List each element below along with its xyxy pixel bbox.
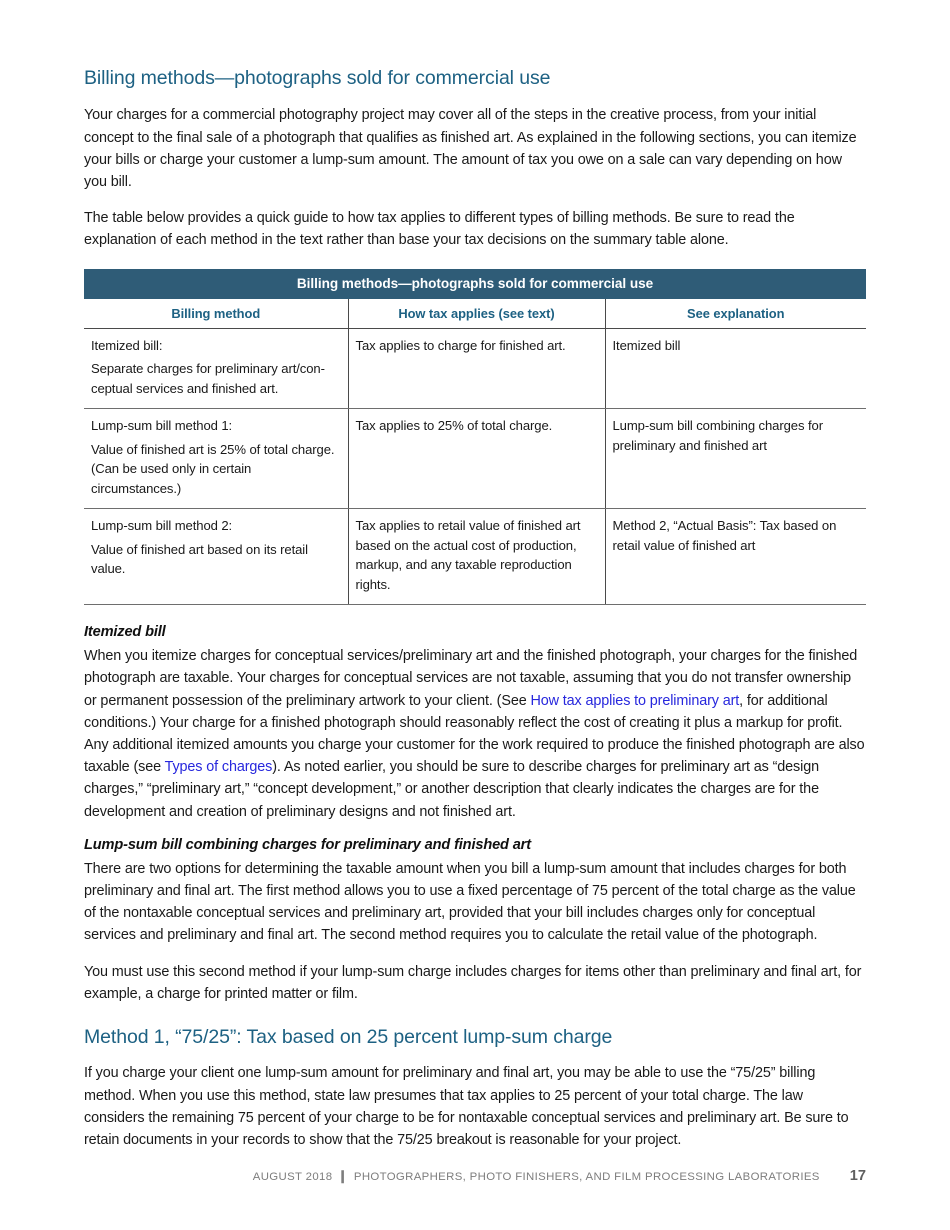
lump-sum-paragraph-2: You must use this second method if your lump-sum charge includes charges for items other than preliminary and final art, for example, a charge for printed matter or film. (84, 963, 862, 1002)
page-number: 17 (849, 1168, 866, 1184)
footer-date: AUGUST 2018 (252, 1171, 333, 1183)
method-detail: Separate charges for preliminary art/con-ceptual services and finished art. (91, 361, 325, 396)
link-how-tax-applies-to-preliminary-art[interactable]: How tax applies to preliminary art (530, 692, 740, 709)
billing-methods-table (84, 269, 866, 606)
table-row (84, 409, 866, 509)
cell-billing-method (84, 328, 348, 409)
method-title: Lump-sum bill method 2: (91, 518, 233, 534)
table-title: Billing methods—photographs sold for commercial use (84, 269, 866, 299)
method-detail: Value of finished art based on its retail value. (91, 541, 308, 577)
link-types-of-charges[interactable]: Types of charges (164, 759, 273, 776)
table-column-header-row (84, 299, 866, 329)
paragraph-text-part-1: When you itemize charges for conceptual services/preliminary art and the finished photograph, your charges for the finished photograph are taxable. Your charges for conceptual services are not taxable, assuming that you do not transfer ownership or permanent possession of the preliminary artwork to your client. (See (84, 648, 858, 709)
table-row (84, 328, 866, 409)
paragraph-text-part-3: ). As noted earlier, you should be sure to describe charges for preliminary art as “design charges,” “preliminary art,” “concept development,” or another description that clearly indicates the charges are for the development and creation of preliminary designs and not finished art. (84, 759, 819, 820)
cell-how-tax-applies: Tax applies to 25% of total charge. (348, 409, 605, 509)
cell-how-tax-applies: Tax applies to retail value of finished art based on the actual cost of production, markup, and any taxable reproduction rights. (348, 509, 605, 605)
method-detail: Value of finished art is 25% of total charge. (Can be used only in certain circumstances.) (91, 441, 335, 496)
table-row (84, 509, 866, 605)
cell-see-explanation: Method 2, “Actual Basis”: Tax based on retail value of finished art (605, 509, 866, 605)
column-header-see-explanation: See explanation (605, 299, 866, 329)
intro-paragraph-2: The table below provides a quick guide to how tax applies to different types of billing methods. Be sure to read the explanation of each method in the text rather than base your tax decisions on the summary table alone. (84, 210, 795, 249)
lump-sum-bill-heading: Lump-sum bill combining charges for preliminary and finished art (84, 836, 531, 853)
footer-publication: PHOTOGRAPHERS, PHOTO FINISHERS, AND FILM PROCESSING LABORATORIES (353, 1171, 820, 1183)
table-title-row (84, 269, 866, 299)
cell-billing-method (84, 409, 348, 509)
cell-billing-method (84, 509, 348, 605)
method-one-paragraph-1: If you charge your client one lump-sum amount for preliminary and final art, you may be able to use the “75/25” billing method. When you use this method, state law presumes that tax applies to 25 percent of your total charge. The law considers the remaining 75 percent of your charge to be for nontaxable conceptual services and preliminary art. Be sure to retain documents in your records to show that the 75/25 breakout is reasonable for your project. (84, 1065, 849, 1148)
method-title: Lump-sum bill method 1: (91, 418, 233, 434)
page-footer (84, 1168, 866, 1190)
itemized-bill-paragraph (84, 645, 866, 823)
paragraph-text-part-2: , for additional conditions.) Your charge for a finished photograph should reasonably reflect the cost of creating it plus a markup for profit. Any additional itemized amounts you charge your customer for the work required to produce the finished photograph are also taxable (see (84, 692, 865, 776)
itemized-bill-heading: Itemized bill (84, 624, 166, 641)
cell-how-tax-applies: Tax applies to charge for finished art. (348, 328, 605, 409)
lump-sum-paragraph-1: There are two options for determining the taxable amount when you bill a lump-sum amount that includes charges for both preliminary and final art. The first method allows you to use a fixed percentage of 75 percent of the total charge as the value of the nontaxable conceptual services and preliminary art, provided that your bill includes charges only for conceptual services and preliminary and final art. The second method requires you to calculate the retail value of the photograph. (84, 860, 856, 944)
column-header-how-tax-applies: How tax applies (see text) (348, 299, 605, 329)
method-title: Itemized bill: (91, 337, 163, 353)
footer-separator-icon: ❙ (337, 1169, 348, 1183)
page-content (84, 66, 866, 1165)
cell-see-explanation: Itemized bill (605, 328, 866, 409)
method-one-heading: Method 1, “75/25”: Tax based on 25 percent lump-sum charge (84, 1025, 613, 1048)
intro-paragraph-1: Your charges for a commercial photography project may cover all of the steps in the creative process, from your initial concept to the final sale of a photograph that qualifies as finished art. As explained in the following sections, you can itemize your bills or charge your customer a lump-sum amount. The amount of tax you owe on a sale can vary depending on how you bill. (84, 107, 857, 190)
page-title: Billing methods—photographs sold for commercial use (84, 67, 551, 89)
cell-see-explanation: Lump-sum bill combining charges for preliminary and finished art (605, 409, 866, 509)
column-header-billing-method: Billing method (84, 299, 348, 329)
